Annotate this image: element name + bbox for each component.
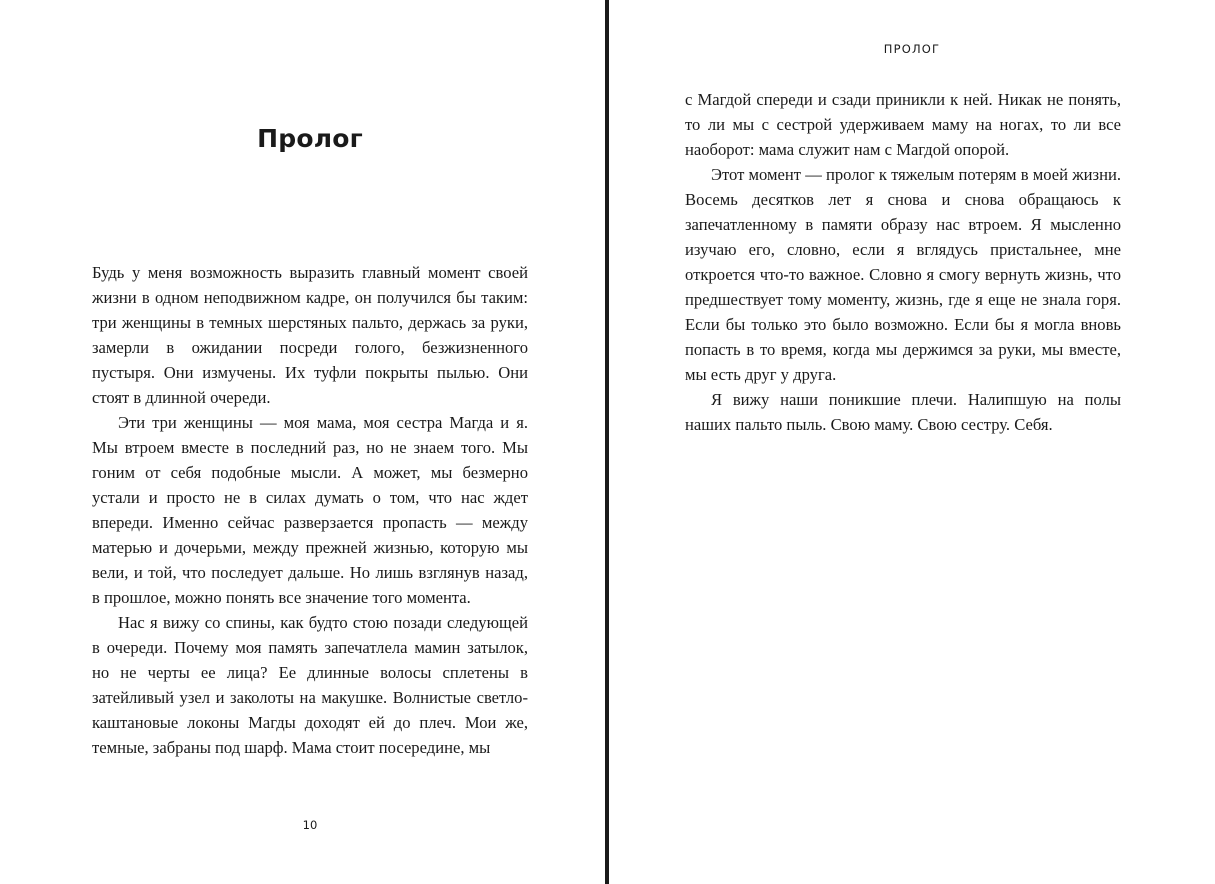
paragraph: Нас я вижу со спины, как будто стою позади следующей в очереди. Почему моя память запечатлела мамин затылок, но не черты ее лица? Ее длинные волосы сплетены в затейливый узел и заколоты на макушке. Волнистые светло-каштановые локоны Магды доходят ей до плеч. Мои же, темные, забраны под шарф. Мама стоит посередине, мы xyxy=(92,613,528,757)
paragraph: Этот момент — пролог к тяжелым потерям в моей жизни. Восемь десятков лет я снова и снова обращаюсь к запечатленному в памяти образу нас втроем. Я мысленно изучаю его, словно, если я вглядусь пристальнее, мне откроется что-то важное. Словно я смогу вернуть жизнь, что предшествует тому моменту, жизнь, где я еще не знала горя. Если бы только это было возможно. Если бы я могла вновь попасть в то время, когда мы держимся за руки, мы вместе, мы есть друг у друга. xyxy=(685,165,1121,384)
page-number: 10 xyxy=(302,818,318,832)
chapter-title: Пролог xyxy=(257,124,363,153)
left-page-text xyxy=(92,260,528,760)
right-page-text xyxy=(685,87,1121,437)
paragraph: Будь у меня возможность выразить главный момент своей жизни в одном неподвижном кадре, он получился бы таким: три женщины в темных шерстяных пальто, держась за руки, замерли в ожидании посреди голого, безжизненного пустыря. Они измучены. Их туфли покрыты пылью. Они стоят в длинной очереди. xyxy=(92,263,528,407)
running-head: ПРОЛОГ xyxy=(883,42,941,56)
paragraph: с Магдой спереди и сзади приникли к ней. Никак не понять, то ли мы с сестрой удерживаем маму на ногах, то ли все наоборот: мама служит нам с Магдой опорой. xyxy=(685,90,1121,159)
paragraph: Эти три женщины — моя мама, моя сестра Магда и я. Мы втроем вместе в последний раз, но не знаем того. Мы гоним от себя подобные мысли. А может, мы безмерно устали и просто не в силах думать о том, что нас ждет впереди. Именно сейчас разверзается пропасть — между матерью и дочерьми, между прежней жизнью, которую мы вели, и той, что последует дальше. Но лишь взглянув назад, в прошлое, можно понять все значение того момента. xyxy=(92,413,528,607)
paragraph: Я вижу наши поникшие плечи. Налипшую на полы наших пальто пыль. Свою маму. Свою сестру. Себя. xyxy=(685,390,1121,434)
